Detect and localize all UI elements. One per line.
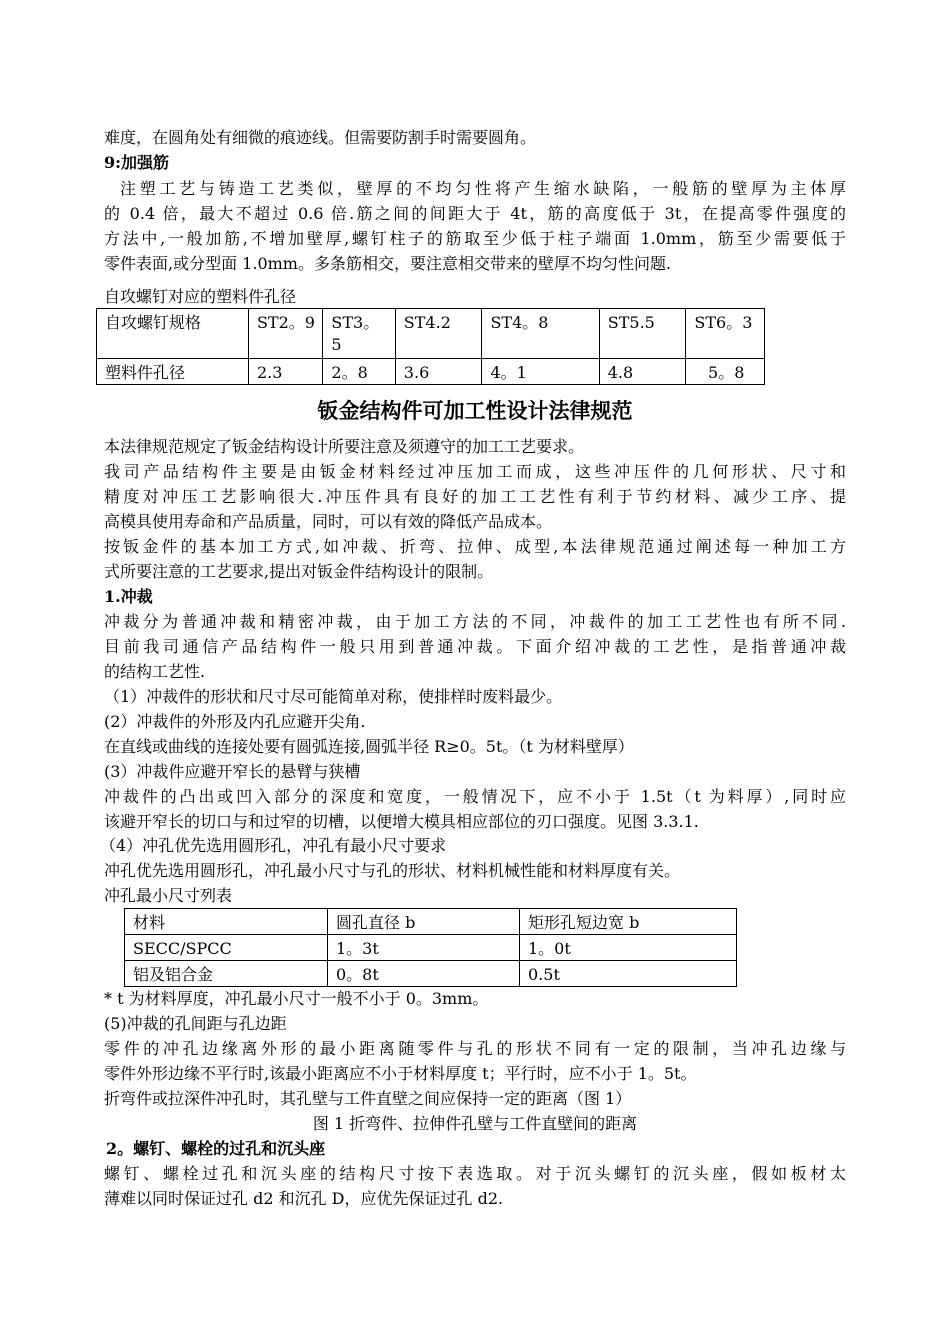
text-line: 冲裁分为普通冲裁和精密冲裁，由于加工方法的不同，冲裁件的加工工艺性也有所不同. (104, 612, 846, 631)
table-cell: ST6。3 (686, 309, 765, 359)
section-heading-screw-holes: 2。螺钉、螺栓的过孔和沉头座 (106, 1139, 326, 1158)
table-cell: 2。8 (323, 359, 395, 385)
text-line: 按钣金件的基本加工方式,如冲裁、折弯、拉伸、成型,本法律规范通过阐述每一种加工方 (104, 537, 846, 556)
figure-caption: 图 1 折弯件、拉伸件孔壁与工件直壁间的距离 (312, 1114, 638, 1133)
text-line: 零件表面,或分型面 1.0mm。多条筋相交，要注意相交带来的壁厚不均匀性问题. (104, 254, 672, 273)
table-row (125, 909, 737, 935)
punch-min-size-table (124, 908, 737, 987)
table-row (97, 309, 765, 359)
table-cell: 3.6 (395, 359, 482, 385)
table-row (125, 935, 737, 961)
text-line: 折弯件或拉深件冲孔时，其孔壁与工件直壁之间应保持一定的距离（图 1） (104, 1089, 632, 1108)
text-line: 冲裁件的凸出或凹入部分的深度和宽度，一般情况下，应不小于 1.5t（t 为料厚）,同时应 (104, 787, 846, 806)
text-line: 的结构工艺性. (104, 662, 206, 681)
table-cell: 铝及铝合金 (125, 961, 328, 987)
table-cell: ST2。9 (248, 309, 322, 359)
table-cell: 0。8t (328, 961, 520, 987)
list-item: (2）冲裁件的外形及内孔应避开尖角. (104, 712, 366, 731)
table-header-cell: 矩形孔短边宽 b (520, 909, 737, 935)
text-line: 螺钉、螺栓过孔和沉头座的结构尺寸按下表选取。对于沉头螺钉的沉头座，假如板材太 (104, 1164, 846, 1183)
table-row (125, 961, 737, 987)
text-line: 高模具使用寿命和产品质量，同时，可以有效的降低产品成本。 (104, 512, 553, 531)
table-row (97, 359, 765, 385)
text-line: 精度对冲压工艺影响很大.冲压件具有良好的加工工艺性有利于节约材料、减少工序、提 (104, 487, 846, 506)
table-cell: ST3。5 (323, 309, 395, 359)
section-heading-punching: 1.冲裁 (104, 587, 153, 606)
text-line: 的 0.4 倍，最大不超过 0.6 倍.筋之间的间距大于 4t，筋的高度低于 3t，在提高零件强度的 (104, 204, 846, 223)
text-line: 式所要注意的工艺要求,提出对钣金件结构设计的限制。 (104, 562, 494, 581)
list-item: （1）冲裁件的形状和尺寸尽可能简单对称，使排样时废料最少。 (104, 687, 563, 706)
table-cell: 1。3t (328, 935, 520, 961)
table-cell: 5。8 (686, 359, 765, 385)
table-cell: SECC/SPCC (125, 935, 328, 961)
text-line: 注塑工艺与铸造工艺类似，壁厚的不均匀性将产生缩水缺陷，一般筋的壁厚为主体厚 (120, 179, 846, 198)
table-cell: ST4。8 (482, 309, 599, 359)
text-line: 难度，在圆角处有细微的痕迹线。但需要防割手时需要圆角。 (104, 128, 537, 147)
table-cell: ST5.5 (599, 309, 686, 359)
table-cell: 4.8 (599, 359, 686, 385)
footnote: * t 为材料厚度，冲孔最小尺寸一般不小于 0。3mm。 (104, 989, 489, 1008)
table-cell: 1。0t (520, 935, 737, 961)
text-line: 该避开窄长的切口与和过窄的切槽，以便增大模具相应部位的刃口强度。见图 3.3.1. (104, 812, 699, 831)
table-caption: 自攻螺钉对应的塑料件孔径 (104, 287, 297, 306)
section-heading-ribs: 9:加强筋 (104, 153, 170, 172)
table-cell: ST4.2 (395, 309, 482, 359)
table-header-cell: 材料 (125, 909, 328, 935)
list-item: （4）冲孔优先选用圆形孔，冲孔有最小尺寸要求 (100, 836, 447, 855)
table-caption: 冲孔最小尺寸列表 (104, 886, 233, 905)
text-line: 方法中,一般加筋,不增加壁厚,螺钉柱子的筋取至少低于柱子端面 1.0mm，筋至少需要低于 (104, 229, 846, 248)
list-item: (3）冲裁件应避开窄长的悬臂与狭槽 (104, 762, 361, 781)
text-line: 目前我司通信产品结构件一般只用到普通冲裁。下面介绍冲裁的工艺性，是指普通冲裁 (104, 637, 846, 656)
text-line: 冲孔优先选用圆形孔，冲孔最小尺寸与孔的形状、材料机械性能和材料厚度有关。 (104, 861, 681, 880)
table-header-cell: 圆孔直径 b (328, 909, 520, 935)
text-line: 零件的冲孔边缘离外形的最小距离随零件与孔的形状不同有一定的限制，当冲孔边缘与 (104, 1039, 846, 1058)
screw-hole-table (96, 308, 765, 385)
text-line: 在直线或曲线的连接处要有圆弧连接,圆弧半径 R≥0。5t。（t 为材料壁厚） (104, 737, 634, 756)
table-cell: 塑料件孔径 (97, 359, 249, 385)
text-line: 薄难以同时保证过孔 d2 和沉孔 D，应优先保证过孔 d2. (104, 1189, 504, 1208)
table-cell: 4。1 (482, 359, 599, 385)
text-line: 本法律规范规定了钣金结构设计所要注意及须遵守的加工工艺要求。 (104, 437, 585, 456)
text-line: 零件外形边缘不平行时,该最小距离应不小于材料厚度 t；平行时，应不小于 1。5t。 (104, 1064, 697, 1083)
page-title: 钣金结构件可加工性设计法律规范 (317, 399, 633, 423)
table-cell: 自攻螺钉规格 (97, 309, 249, 359)
table-cell: 0.5t (520, 961, 737, 987)
list-item: (5)冲裁的孔间距与孔边距 (104, 1014, 287, 1033)
table-cell: 2.3 (248, 359, 322, 385)
text-line: 我司产品结构件主要是由钣金材料经过冲压加工而成，这些冲压件的几何形状、尺寸和 (104, 462, 846, 481)
